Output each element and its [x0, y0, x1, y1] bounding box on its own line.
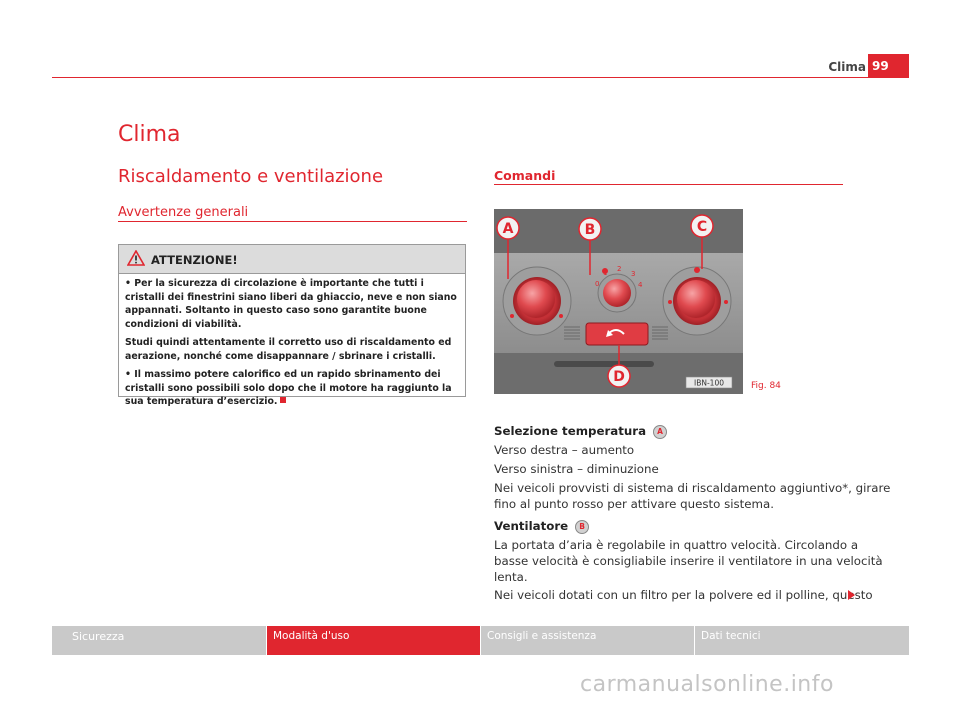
warning-label: ATTENZIONE!	[151, 253, 238, 267]
figure-image-code: IBN-100	[694, 378, 724, 388]
watermark: carmanualsonline.info	[580, 672, 834, 697]
controls-section-title: Comandi	[494, 168, 556, 183]
running-header-title: Clima	[828, 60, 866, 74]
climate-control-panel-figure	[494, 209, 743, 394]
fan-heading	[494, 518, 589, 534]
fan-line: La portata d’aria è regolabile in quattro velocità. Circolando a	[494, 538, 859, 552]
callout-label-b: B	[584, 222, 596, 238]
warning-triangle-icon	[127, 250, 145, 266]
tab-modalita-uso[interactable]: Modalità d'uso	[267, 626, 480, 655]
fan-line: Nei veicoli dotati con un filtro per la polvere ed il polline, questo	[494, 588, 873, 602]
fan-heading-text: Ventilatore	[494, 519, 569, 533]
end-of-section-marker	[280, 397, 286, 403]
warning-paragraph	[125, 368, 459, 409]
warning-header	[119, 245, 465, 273]
fan-scale-label: 0	[595, 280, 600, 288]
fan-line: lenta.	[494, 570, 528, 584]
temperature-line: Verso sinistra – diminuzione	[494, 462, 659, 476]
fan-scale-label: 1	[603, 269, 608, 277]
fan-line: basse velocità è consigliabile inserire il ventilatore in una velocità	[494, 554, 883, 568]
page-number: 99	[868, 54, 909, 78]
figure-caption: Fig. 84	[751, 381, 781, 391]
subsection-title: Avvertenze generali	[118, 205, 249, 220]
callout-label-c: C	[696, 219, 708, 235]
warning-paragraph: Studi quindi attentamente il corretto uso di riscaldamento ed aerazione, nonché come disappannare / sbrinare i cristalli.	[125, 337, 452, 362]
warning-paragraph-text: • Il massimo potere calorifico ed un rapido sbrinamento dei cristalli sono possibili solo dopo che il motore ha raggiunto la sua temperatura d’esercizio.	[125, 369, 452, 407]
fan-scale-label: 2	[617, 265, 622, 273]
warning-paragraph: • Per la sicurezza di circolazione è importante che tutti i cristalli dei finestrini siano liberi da ghiaccio, neve e non siano appannati. Soltanto in questo caso sono garantite buone condizioni di viabilità.	[125, 278, 457, 330]
temperature-line: fino al punto rosso per attivare questo sistema.	[494, 497, 775, 511]
tab-consigli-assistenza[interactable]: Consigli e assistenza	[481, 626, 694, 655]
chapter-title: Clima	[118, 122, 181, 147]
callout-label-a: A	[502, 221, 514, 237]
warning-box	[118, 244, 466, 407]
temperature-heading	[494, 423, 667, 439]
section-title: Riscaldamento e ventilazione	[118, 166, 384, 187]
continue-arrow-icon	[848, 590, 855, 600]
callout-label-d: D	[613, 369, 625, 385]
reference-badge-a: A	[653, 425, 667, 439]
subsection-rule	[118, 221, 467, 222]
controls-section-rule	[494, 184, 843, 185]
header-rule	[52, 77, 868, 78]
reference-badge-b: B	[575, 520, 589, 534]
fan-scale-label: 3	[631, 270, 636, 278]
temperature-line: Nei veicoli provvisti di sistema di riscaldamento aggiuntivo*, girare	[494, 481, 891, 495]
fan-scale-label: 4	[638, 281, 643, 289]
tab-sicurezza[interactable]: Sicurezza	[52, 626, 266, 655]
temperature-line: Verso destra – aumento	[494, 443, 635, 457]
tab-dati-tecnici[interactable]: Dati tecnici	[695, 626, 909, 655]
temperature-heading-text: Selezione temperatura	[494, 424, 647, 438]
warning-body	[119, 273, 465, 409]
